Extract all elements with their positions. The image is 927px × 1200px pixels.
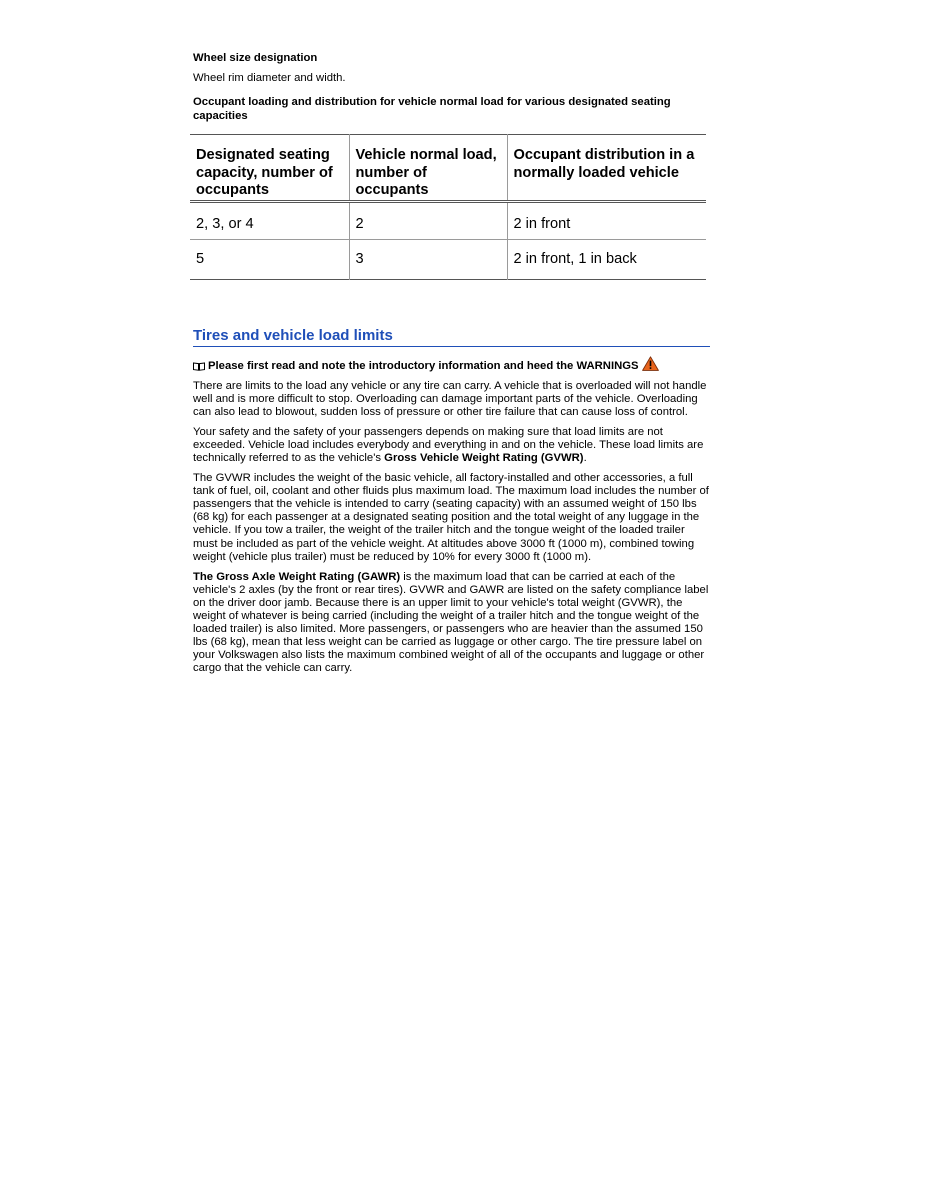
paragraph-text: is the maximum load that can be carried at each of the vehicle's 2 axles (by the front or rear tires). GVWR and GAWR are listed on the safety compliance label on the driver door jamb. Because there is an upper limit to your vehicle's total weight (GVWR), the weight of whatever is being carried (including the weight of a trailer hitch and the tongue weight of the loaded trailer) is also limited. More passengers, or passengers who are heavier than the assumed 150 lbs (68 kg), mean that less weight can be carried as luggage or other cargo. The tire pressure label on your Volkswagen also lists the maximum combined weight of all of the occupants and luggage or other cargo that the vehicle can carry. bbox=[193, 570, 709, 675]
gawr-term: The Gross Axle Weight Rating (GAWR) bbox=[193, 570, 401, 583]
occupant-loading-table bbox=[190, 134, 706, 280]
table-cell: 5 bbox=[196, 250, 205, 267]
gvwr-term: Gross Vehicle Weight Rating (GVWR) bbox=[384, 451, 584, 464]
warning-notice bbox=[193, 359, 710, 373]
section-heading: Tires and vehicle load limits bbox=[193, 327, 710, 347]
book-icon bbox=[193, 361, 205, 370]
paragraph-gawr bbox=[193, 571, 710, 676]
table-cell: 2 bbox=[349, 201, 507, 239]
paragraph-text: . bbox=[583, 451, 587, 464]
table-header-row bbox=[190, 135, 706, 202]
wheel-size-title: Wheel size designation bbox=[193, 52, 318, 64]
table-cell: 3 bbox=[349, 239, 507, 279]
table-row bbox=[190, 239, 706, 279]
paragraph-text: Your safety and the safety of your passengers depends on making sure that load limits are not exceeded. Vehicle load includes everybody and everything in and on the vehicle. These load limits are technically referred to as the vehicle's bbox=[193, 425, 704, 464]
table-row bbox=[190, 201, 706, 239]
page-content bbox=[193, 51, 710, 675]
header-designated-seating: Designated seating capacity, number of occupants bbox=[196, 147, 333, 198]
table-cell: 2 in front, 1 in back bbox=[507, 239, 706, 279]
table-caption: Occupant loading and distribution for vehicle normal load for various designated seating capacities bbox=[193, 96, 671, 122]
header-occupant-distribution: Occupant distribution in a normally loaded vehicle bbox=[507, 135, 706, 202]
warning-icon bbox=[642, 356, 659, 371]
header-vehicle-normal-load: Vehicle normal load, number of occupants bbox=[349, 135, 507, 202]
table-cell: 2 in front bbox=[507, 201, 706, 239]
table-cell: 2, 3, or 4 bbox=[196, 215, 254, 232]
paragraph-load-limits: There are limits to the load any vehicle or any tire can carry. A vehicle that is overloaded will not handle well and is more difficult to stop. Overloading can damage important parts of the vehicle. Overloading can also lead to blowout, sudden loss of pressure or other tire failure that can cause loss of control. bbox=[193, 379, 707, 418]
paragraph-gvwr: The GVWR includes the weight of the basic vehicle, all factory-installed and other accessories, a full tank of fuel, oil, coolant and other fluids plus maximum load. The maximum load includes the number of passengers that the vehicle is intended to carry (seating capacity) with an assumed weight of 150 lbs (68 kg) for each passenger at a designated seating position and the total weight of any luggage in the vehicle. If you tow a trailer, the weight of the trailer hitch and the tongue weight of the loaded trailer must be included as part of the vehicle weight. At altitudes above 3000 ft (1000 m), combined towing weight (vehicle plus trailer) must be reduced by 10% for every 3000 ft (1000 m). bbox=[193, 472, 709, 563]
paragraph-passenger-safety bbox=[193, 426, 710, 465]
wheel-size-description: Wheel rim diameter and width. bbox=[193, 72, 346, 84]
notice-text: Please first read and note the introductory information and heed the WARNINGS bbox=[208, 359, 639, 372]
